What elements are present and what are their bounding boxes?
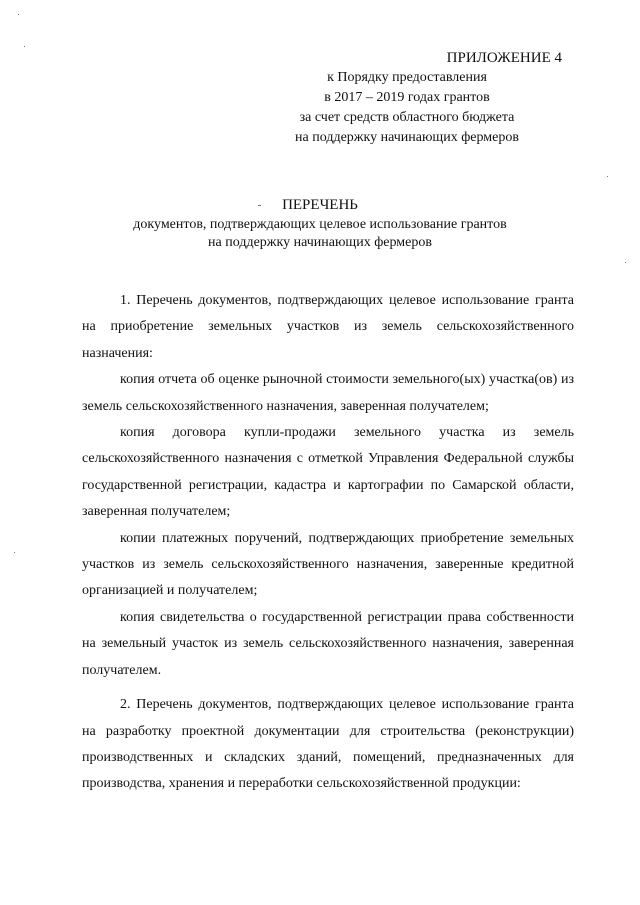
heading-subtitle-line: на поддержку начинающих фермеров (208, 235, 432, 250)
scan-speck (24, 46, 25, 47)
list-item: копия свидетельства о государственной регистрации права собственности на земельный участок из земель сельскохозяйственного назначения, заверенная получателем. (82, 609, 574, 678)
scan-speck (18, 14, 19, 15)
appendix-block (242, 48, 572, 148)
scan-speck (14, 552, 15, 553)
appendix-line: к Порядку предоставления (327, 70, 487, 85)
heading-title: ПЕРЕЧЕНЬ (282, 197, 358, 213)
appendix-line: в 2017 – 2019 годах грантов (324, 90, 490, 105)
list-item: копии платежных поручений, подтверждающих приобретение земельных участков из земель сельскохозяйственного назначения, заверенные кредитной организацией и получателем; (82, 530, 574, 599)
document-body (82, 288, 574, 798)
list-item: копия договора купли-продажи земельного участка из земель сельскохозяйственного назначения с отметкой Управления Федеральной службы государственной регистрации, кадастра и картографии по Самарской области, заверенная получателем; (82, 425, 574, 520)
appendix-line: на поддержку начинающих фермеров (295, 130, 519, 145)
section-1-paragraph: 1. Перечень документов, подтверждающих целевое использование гранта на приобретение земельных участков из земель сельскохозяйственного назначения: (82, 293, 574, 361)
scan-speck (607, 176, 608, 177)
appendix-line: за счет средств областного бюджета (299, 110, 515, 125)
appendix-title: ПРИЛОЖЕНИЕ 4 (446, 50, 562, 66)
section-2-paragraph: 2. Перечень документов, подтверждающих целевое использование гранта на разработку проектной документации для строительства (реконструкции) производственных и складских зданий, помещений, предназначенных для производства, хранения и переработки сельскохозяйственной продукции: (82, 697, 574, 792)
list-item: копия отчета об оценке рыночной стоимости земельного(ых) участка(ов) из земель сельскохозяйственного назначения, заверенная получателем; (82, 372, 574, 414)
document-heading (80, 196, 560, 252)
heading-subtitle-line: документов, подтверждающих целевое использование грантов (133, 217, 507, 232)
scan-speck (625, 262, 626, 263)
